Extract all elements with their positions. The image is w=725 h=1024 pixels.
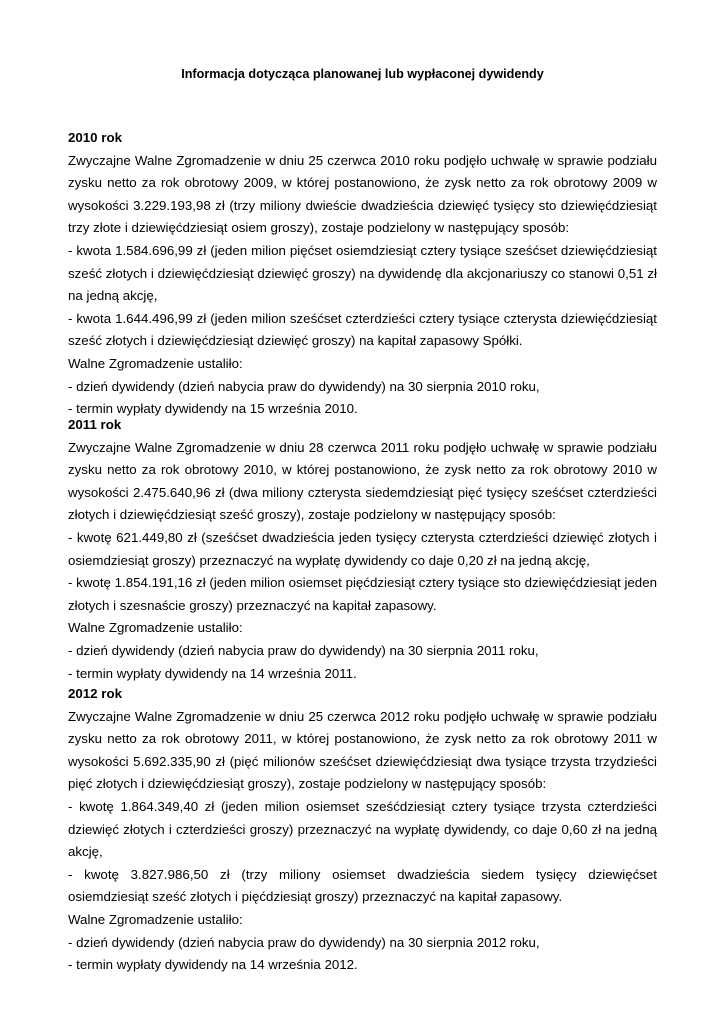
dividend-allocation-item: - kwota 1.584.696,99 zł (jeden milion pięćset osiemdziesiąt cztery tysiące sześćset dziewięćdziesiąt sześć złotych i dziewięćdziesiąt dziewięć groszy) na dywidendę dla akcjonariuszy co stanowi 0,51 zł na jedną akcję, [68,242,657,304]
document-title: Informacja dotycząca planowanej lub wypłaconej dywidendy [181,67,544,81]
payment-date-item: - termin wypłaty dywidendy na 15 września 2010. [68,401,358,417]
section-year-heading: 2012 rok [68,686,122,701]
assembly-decided-label: Walne Zgromadzenie ustaliło: [68,355,243,371]
reserve-allocation-item: - kwota 1.644.496,99 zł (jeden milion sześćset czterdzieści cztery tysiące czterysta dziewięćdziesiąt sześć złotych i dziewięćdziesiąt dziewięć groszy) na kapitał zapasowy Spółki. [68,310,657,349]
payment-date-item: - termin wypłaty dywidendy na 14 września 2011. [68,665,357,681]
resolution-intro: Zwyczajne Walne Zgromadzenie w dniu 25 czerwca 2012 roku podjęło uchwałę w sprawie podziału zysku netto za rok obrotowy 2011, w której postanowiono, że zysk netto za rok obrotowy 2011 w wysokości 5.692.335,90 zł (pięć milionów sześćset dziewięćdziesiąt dwa tysiące trzysta trzydzieści pięć złotych i dziewięćdziesiąt groszy), zostaje podzielony w następujący sposób: [68,708,657,792]
section-year-heading: 2011 rok [68,417,122,432]
dividend-day-item: - dzień dywidendy (dzień nabycia praw do dywidendy) na 30 sierpnia 2012 roku, [68,934,540,950]
payment-date-item: - termin wypłaty dywidendy na 14 września 2012. [68,957,358,973]
section-2011 [68,414,657,685]
dividend-day-item: - dzień dywidendy (dzień nabycia praw do dywidendy) na 30 sierpnia 2010 roku, [68,378,540,394]
reserve-allocation-item: - kwotę 1.854.191,16 zł (jeden milion osiemset pięćdziesiąt cztery tysiące sto dziewięćdziesiąt jeden złotych i szesnaście groszy) przeznaczyć na kapitał zapasowy. [68,575,657,613]
resolution-intro: Zwyczajne Walne Zgromadzenie w dniu 28 czerwca 2011 roku podjęło uchwałę w sprawie podziału zysku netto za rok obrotowy 2010, w której postanowiono, że zysk netto za rok obrotowy 2010 w wysokości 2.475.640,96 zł (dwa miliony czterysta siedemdziesiąt pięć tysięcy sześćset czterdzieści złotych i dziewięćdziesiąt sześć groszy), zostaje podzielony w następujący sposób: [68,439,657,523]
dividend-day-item: - dzień dywidendy (dzień nabycia praw do dywidendy) na 30 sierpnia 2011 roku, [68,642,539,658]
assembly-decided-label: Walne Zgromadzenie ustaliło: [68,620,243,636]
section-2012 [68,683,657,977]
section-2010 [68,127,657,421]
reserve-allocation-item: - kwotę 3.827.986,50 zł (trzy miliony osiemset dwadzieścia siedem tysięcy dziewięćset osiemdziesiąt sześć złotych i pięćdziesiąt groszy) przeznaczyć na kapitał zapasowy. [68,866,657,905]
dividend-allocation-item: - kwotę 1.864.349,40 zł (jeden milion osiemset sześćdziesiąt cztery tysiące trzysta czterdzieści dziewięć złotych i czterdzieści groszy) przeznaczyć na wypłatę dywidendy, co daje 0,60 zł na jedną akcję, [68,798,657,860]
section-year-heading: 2010 rok [68,130,122,145]
resolution-intro: Zwyczajne Walne Zgromadzenie w dniu 25 czerwca 2010 roku podjęło uchwałę w sprawie podziału zysku netto za rok obrotowy 2009, w której postanowiono, że zysk netto za rok obrotowy 2009 w wysokości 3.229.193,98 zł (trzy miliony dwieście dwadzieścia dziewięć tysięcy sto dziewięćdziesiąt trzy złote i dziewięćdziesiąt osiem groszy), zostaje podzielony w następujący sposób: [68,152,657,236]
dividend-allocation-item: - kwotę 621.449,80 zł (sześćset dwadzieścia jeden tysięcy czterysta czterdzieści dziewięć złotych i osiemdziesiąt groszy) przeznaczyć na wypłatę dywidendy co daje 0,20 zł na jedną akcję, [68,529,657,568]
assembly-decided-label: Walne Zgromadzenie ustaliło: [68,911,243,927]
